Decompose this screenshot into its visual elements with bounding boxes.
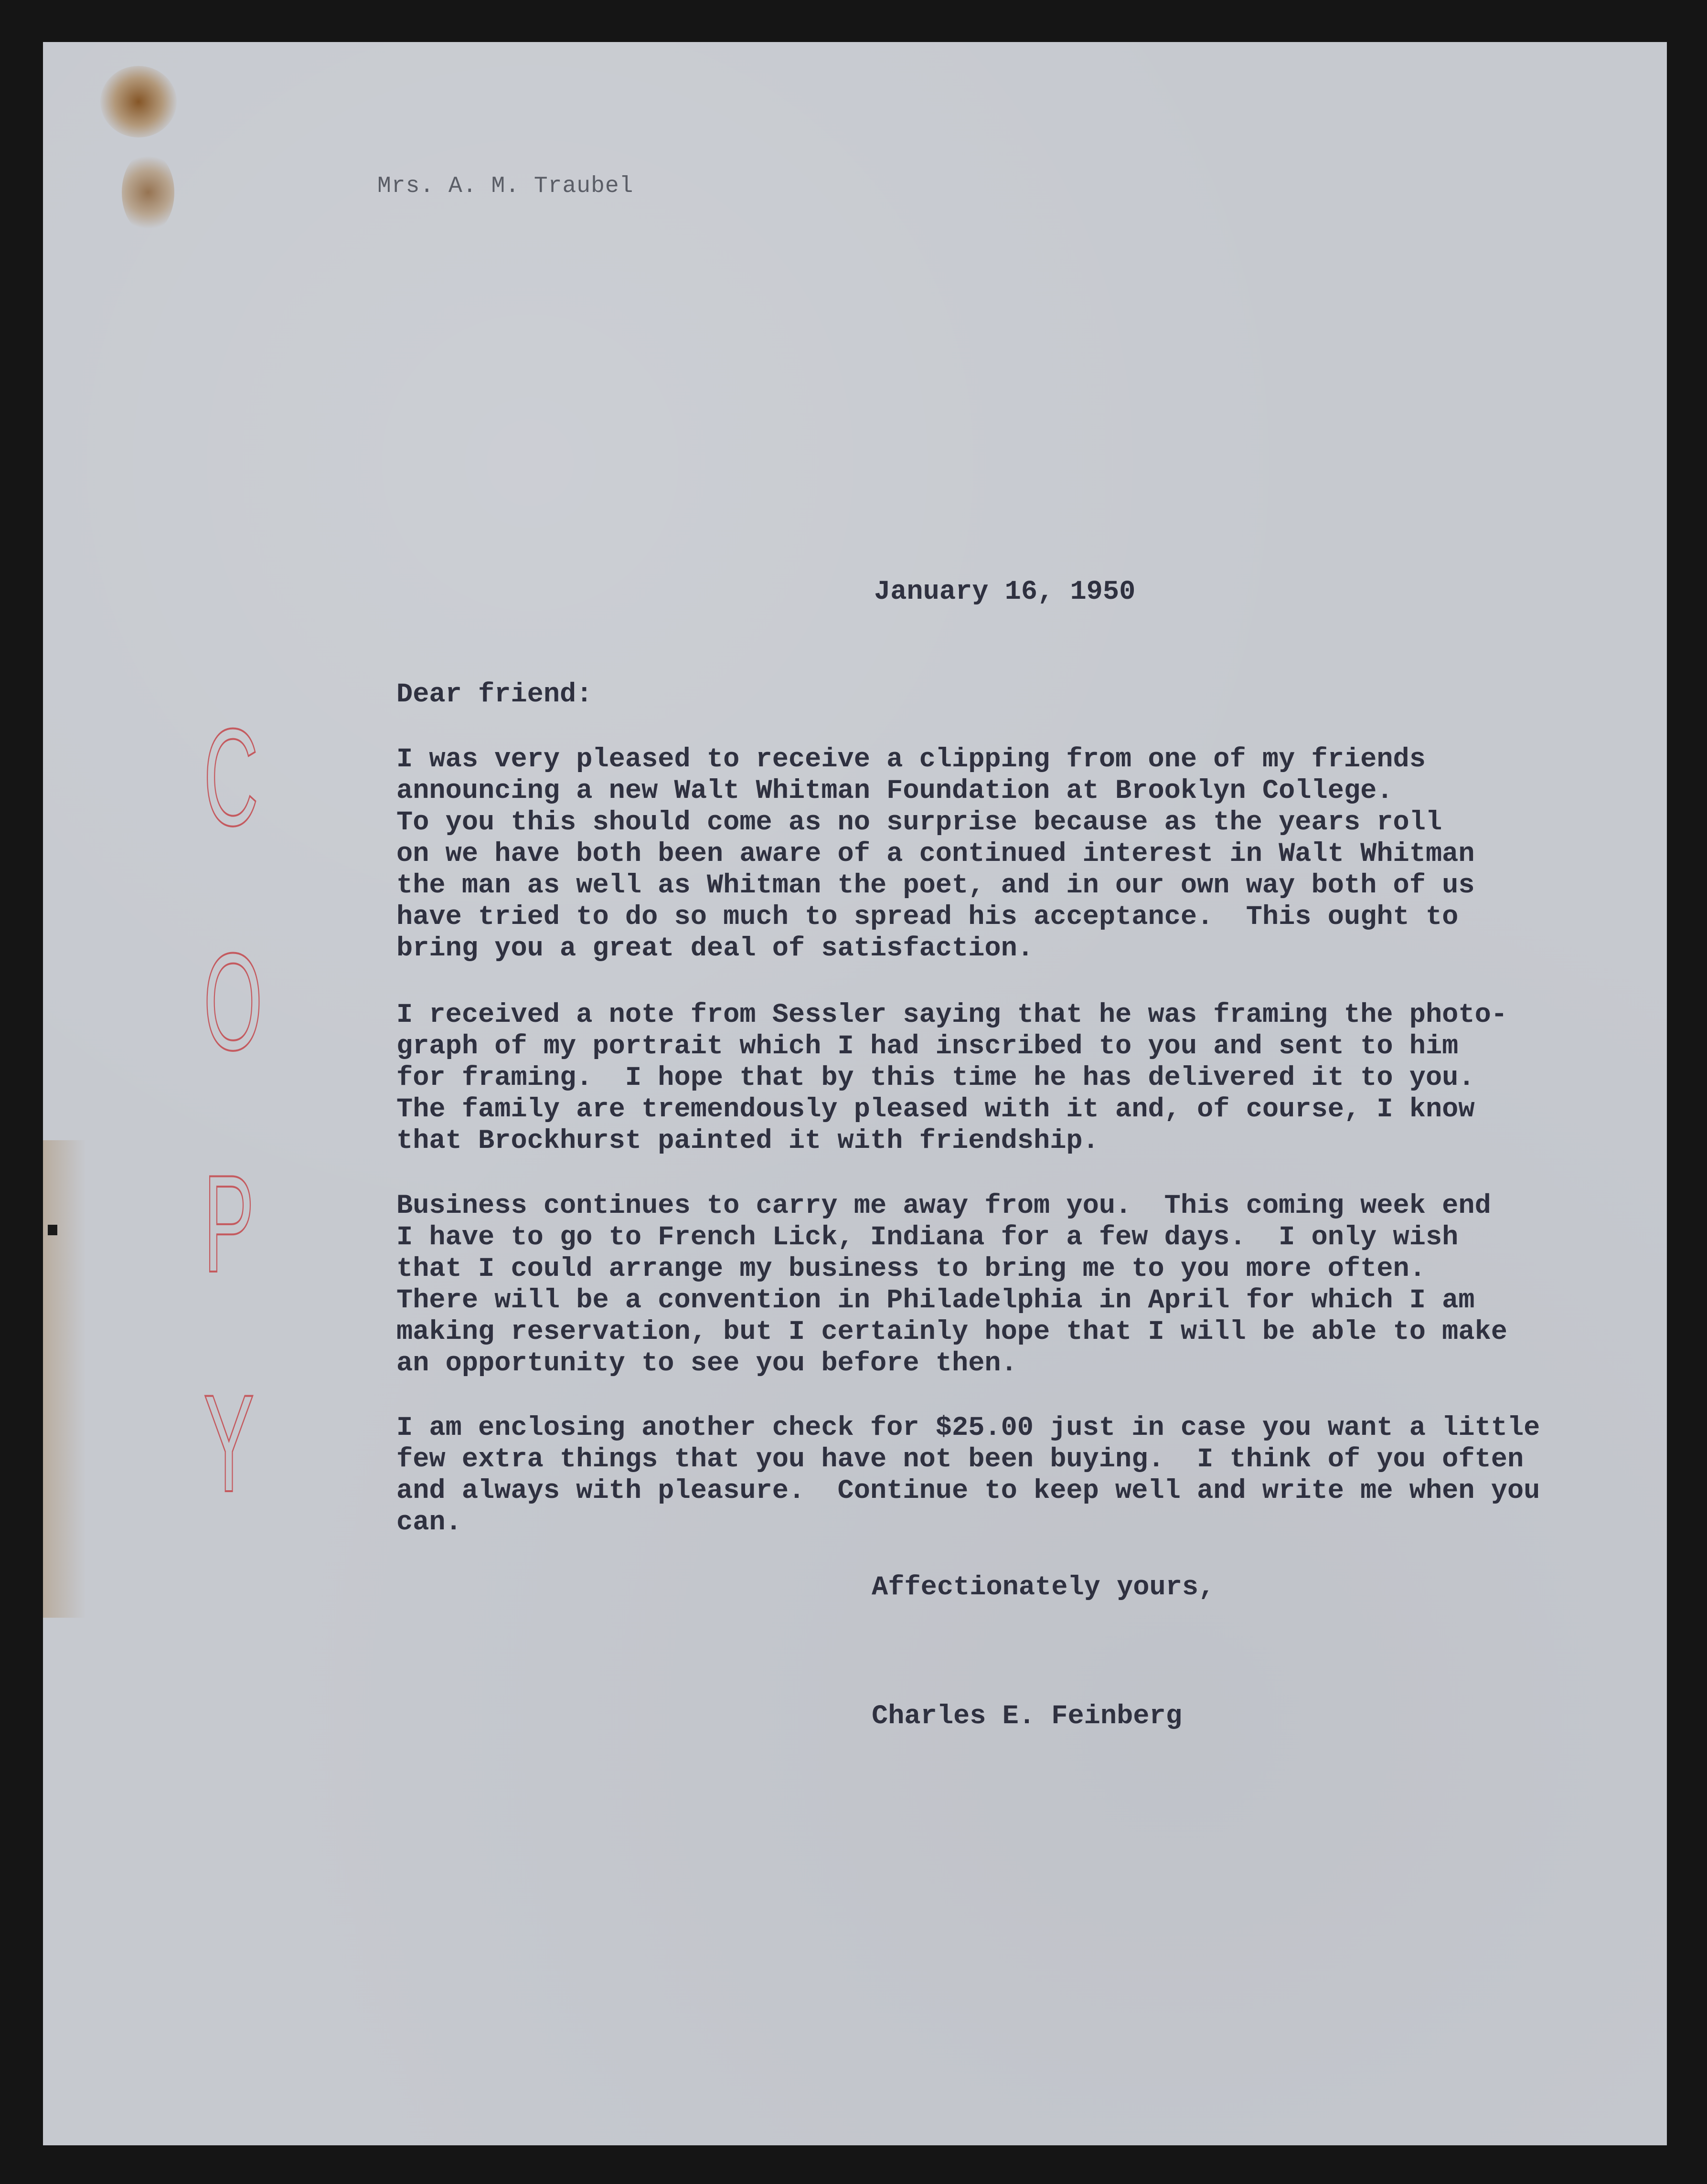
rust-spot-top <box>100 66 177 138</box>
paragraph-2: I received a note from Sessler saying that he was framing the photo- graph of my portrait which I had inscribed to you and sent to him for framing. I hope that by this time he has delivered it to you. The family are tremendously pleased with it and, of course, I know that Brockhurst painted it with friendship. <box>396 1000 1507 1156</box>
paragraph-1: I was very pleased to receive a clipping from one of my friends announcing a new Walt Whitman Foundation at Brooklyn College. To you this should come as no surprise because as the years roll on we have both been aware of a continued interest in Walt Whitman the man as well as Whitman the poet, and in our own way both of us have tried to do so much to spread his acceptance. This ought to bring you a great deal of satisfaction. <box>396 744 1475 964</box>
paper-stain <box>43 1140 86 1618</box>
paragraph-3: Business continues to carry me away from you. This coming week end I have to go to French Lick, Indiana for a few days. I only wish that I could arrange my business to bring me to you more often. There will be a convention in Philadelphia in April for which I am making reservation, but I certainly hope that I will be able to make an opportunity to see you before then. <box>396 1191 1507 1379</box>
letter-date: January 16, 1950 <box>874 577 1136 607</box>
letter-page <box>43 42 1667 2145</box>
copy-stamp-letter: O <box>203 924 263 1079</box>
recipient-line: Mrs. A. M. Traubel <box>377 173 634 199</box>
copy-stamp-letter: C <box>203 700 259 855</box>
paragraph-4: I am enclosing another check for $25.00 just in case you want a little few extra things that you have not been buying. I think of you often and always with pleasure. Continue to keep well and write me when you can. <box>396 1413 1540 1538</box>
copy-stamp <box>186 700 263 1565</box>
copy-stamp-letter: P <box>203 1146 255 1301</box>
edge-mark <box>48 1225 57 1235</box>
closing: Affectionately yours, <box>872 1572 1215 1603</box>
signature-name: Charles E. Feinberg <box>872 1701 1182 1732</box>
copy-stamp-letter: Y <box>203 1366 255 1521</box>
salutation: Dear friend: <box>396 679 593 710</box>
rust-spot-lower <box>122 152 174 233</box>
